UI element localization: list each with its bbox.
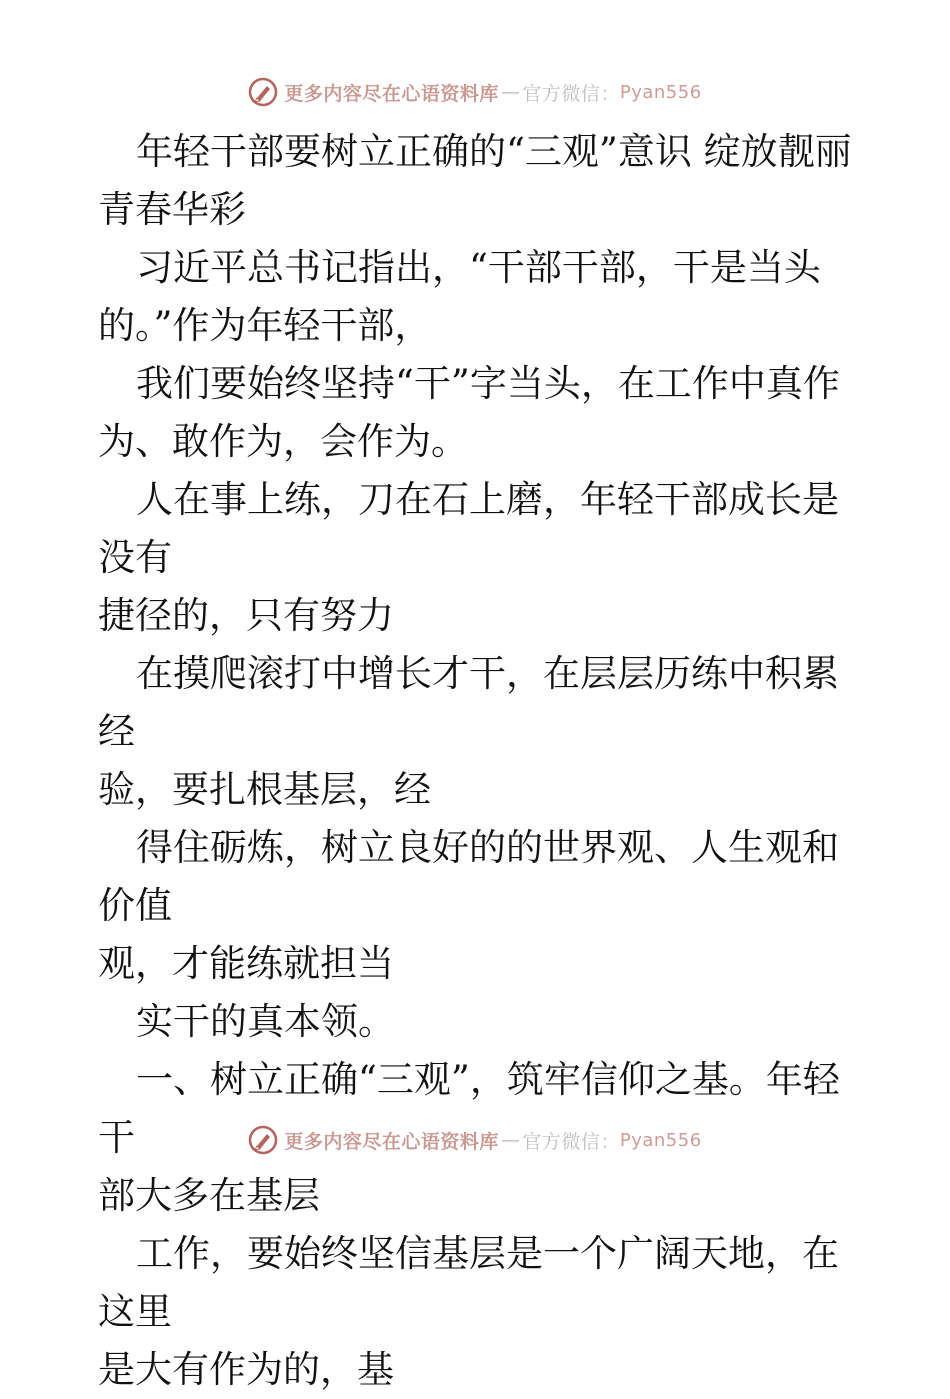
banner-brand-text: 更多内容尽在心语资料库 [284, 1130, 499, 1153]
paragraph-line: 是大有作为的，基 [98, 1348, 394, 1391]
banner-official-label: 官方微信： [522, 1130, 620, 1153]
paragraph-line: 青春华彩 [98, 188, 246, 231]
paragraph-line: 一、树立正确“三观”，筑牢信仰之基。年轻干 [98, 1058, 840, 1159]
document-body [98, 123, 858, 1399]
paragraph-line: 捷径的，只有努力 [98, 594, 394, 637]
paragraph [98, 819, 858, 993]
paragraph-line: 人在事上练，刀在石上磨，年轻干部成长是没有 [98, 478, 839, 579]
paragraph-line: 观，才能练就担当 [98, 942, 394, 985]
paragraph-line: 的。”作为年轻干部， [98, 304, 432, 347]
pen-logo-icon [248, 1125, 278, 1155]
paragraph-line: 工作，要始终坚信基层是一个广阔天地，在这里 [98, 1232, 839, 1333]
header-banner [0, 74, 950, 110]
banner-official-label: 官方微信： [522, 82, 620, 105]
paragraph-line: 验，要扎根基层，经 [98, 768, 431, 811]
paragraph [98, 645, 858, 819]
paragraph-line: 年轻干部要树立正确的“三观”意识 绽放靓丽 [136, 130, 852, 173]
paragraph-line: 习近平总书记指出，“干部干部，干是当头 [136, 246, 821, 289]
paragraph [98, 993, 858, 1051]
banner-wechat-id: Pyan556 [619, 1129, 702, 1151]
banner-dash: — [500, 81, 521, 103]
paragraph-line: 在摸爬滚打中增长才干，在层层历练中积累经 [98, 652, 839, 753]
paragraph-line: 我们要始终坚持“干”字当头，在工作中真作 [136, 362, 840, 405]
banner-wechat-id: Pyan556 [619, 81, 702, 103]
paragraph [98, 1225, 858, 1399]
paragraph [98, 123, 858, 239]
paragraph-line: 部大多在基层 [98, 1174, 320, 1217]
paragraph [98, 471, 858, 645]
paragraph-line: 得住砺炼，树立良好的的世界观、人生观和价值 [98, 826, 839, 927]
banner-brand-text: 更多内容尽在心语资料库 [284, 82, 499, 105]
paragraph-line: 实干的真本领。 [136, 1000, 395, 1043]
pen-logo-icon [248, 77, 278, 107]
banner-dash: — [500, 1129, 521, 1151]
paragraph-line: 为、敢作为，会作为。 [98, 420, 468, 463]
paragraph [98, 239, 858, 355]
paragraph [98, 355, 858, 471]
footer-banner [0, 1122, 950, 1158]
